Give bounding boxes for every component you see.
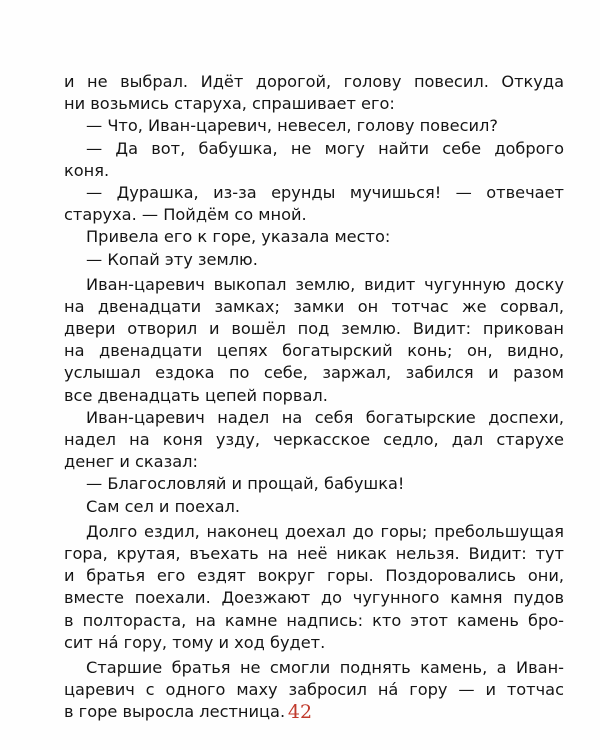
text-line: услышал ездока по себе, заржал, забился и разом: [64, 363, 564, 383]
text-line: Привела его к горе, указала место:: [86, 227, 391, 247]
text-line: надел на коня узду, черкасское седло, дал старухе: [64, 430, 564, 449]
text-line: Сам сел и поехал.: [86, 496, 241, 516]
text-line: и братья его ездят вокруг горы. Поздоровались они,: [64, 566, 564, 586]
text-line: сит на́ гору, тому и ход будет.: [64, 632, 326, 652]
text-line: все двенадцать цепей порвал.: [64, 385, 328, 405]
page-text: [64, 71, 564, 723]
text-line: — Что, Иван-царевич, невесел, голову повесил?: [86, 116, 498, 136]
text-line: — Дурашка, из-за ерунды мучишься! — отвечает: [86, 182, 564, 202]
text-line: гора, крутая, въехать на неё никак нельзя. Видит: тут: [64, 543, 564, 563]
text-line: Иван-царевич выкопал землю, видит чугунную доску: [86, 274, 564, 294]
page-number: 42: [287, 701, 313, 723]
text-line: двери отворил и вошёл под землю. Видит: прикован: [64, 319, 564, 339]
text-line: царевич с одного маху забросил на́ гору — и тотчас: [64, 680, 564, 700]
text-line: — Копай эту землю.: [86, 249, 258, 269]
text-line: на двенадцати цепях богатырский конь; он, видно,: [64, 341, 564, 361]
text-line: вместе поехали. Доезжают до чугунного камня пудов: [64, 588, 564, 608]
text-line: — Благословляй и прощай, бабушка!: [86, 474, 405, 494]
text-line: старуха. — Пойдём со мной.: [64, 205, 307, 225]
text-line: на двенадцати замках; замки он тотчас же сорвал,: [64, 296, 564, 316]
text-line: и не выбрал. Идёт дорогой, голову повесил. Откуда: [64, 72, 564, 91]
text-line: Долго ездил, наконец доехал до горы; пребольшущая: [86, 521, 564, 541]
text-line: ни возьмись старуха, спрашивает его:: [64, 94, 395, 114]
text-line: денег и сказал:: [64, 452, 198, 472]
text-line: Старшие братья не смогли поднять камень, а Иван-: [86, 657, 564, 677]
text-line: в полтораста, на камне надпись: кто этот камень бро-: [64, 610, 564, 630]
text-line: Иван-царевич надел на себя богатырские доспехи,: [86, 407, 564, 427]
text-line: в горе выросла лестница.: [64, 702, 286, 722]
text-line: коня.: [64, 160, 110, 180]
text-line: — Да вот, бабушка, не могу найти себе доброго: [86, 138, 564, 158]
